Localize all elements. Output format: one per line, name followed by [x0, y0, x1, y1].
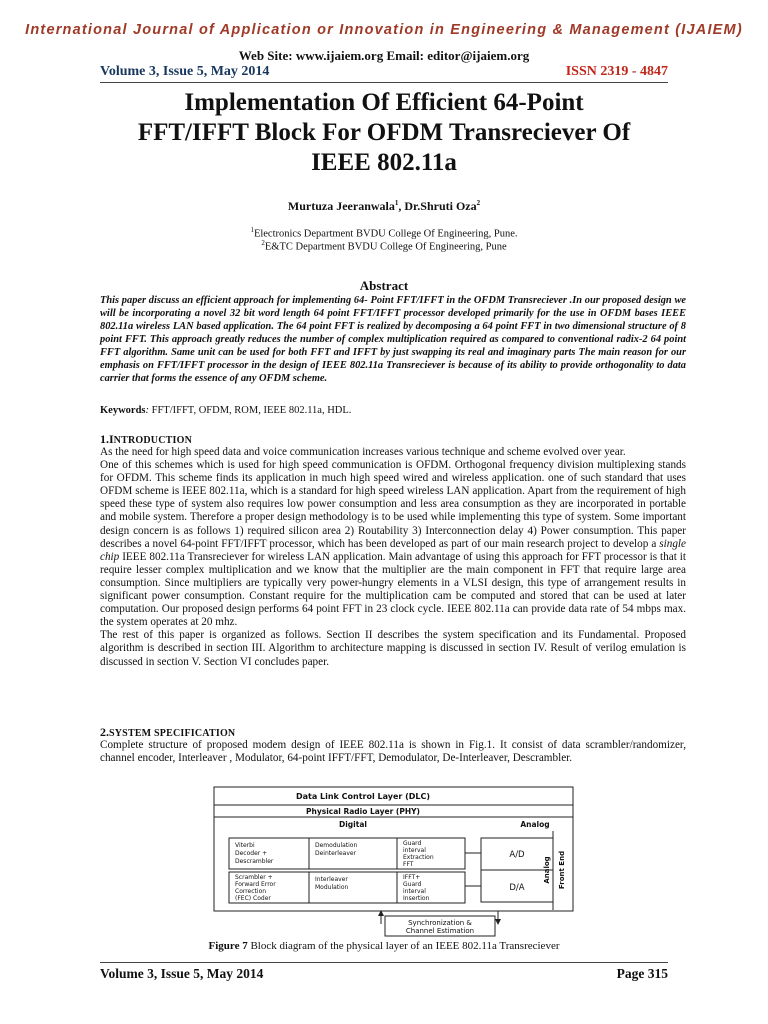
section-2-body: [100, 739, 686, 765]
viterbi-line-1: Viterbi: [235, 842, 255, 849]
section-1-para-2-a: One of this schemes which is used for high speed communication is OFDM. Orthogonal frequency division multiplexing stands for OFDM. This scheme finds its application in much high speed wired and wireless application. one of such standard that uses OFDM scheme is IEEE 802.11a, which is a standard for high speed wireless LAN application. Apart from the requirement of high speed these type of system also requires low power consumption and less area consumption as they are incorporated in portable and mobile system. Therefore a proper design methodology is to be used while implementing this type of system. Some important design concern is as follows 1) required silicon area 2) Routability 3) Interconnection delay 4) Power consumption. This paper describes a novel 64-point FFT/IFFT processor, which has been developed as part of our main research project to develop a: [100, 459, 686, 550]
journal-name: International Journal of Application or Innovation in Engineering & Management (IJAIEM): [25, 22, 743, 38]
abstract-heading: Abstract: [359, 278, 409, 293]
section-1-para-2-b: IEEE 802.11a Transreciever for wireless LAN application. Main advantage of using this approach for FFT processor is that it require lesser complex multiplication and we know that the multiplier are the main component in FFT that require large area consumption. Since multipliers are typically very power-hungry elements in a VLSI design, this type of arrangement results in significant power consumption. Constant require for the multiplication cam be computed and stored that can be used at later computation. Our proposed design performs 64 point FFT in 23 clock cycle. IEEE 802.11a can provide data rate of 54 mbps max. the system operates at 20 mhz.: [100, 550, 686, 629]
scrambler-line-4: (FEC) Coder: [235, 895, 271, 902]
demod-line-2: Deinterleaver: [315, 850, 357, 857]
digital-label: Digital: [339, 820, 367, 829]
ifft-line-1: IFFT+: [403, 874, 421, 881]
guard-ext-line-4: FFT: [403, 861, 414, 868]
author-1-sup: 1: [394, 199, 399, 207]
header-rule: [100, 82, 668, 83]
section-2-para-1: Complete structure of proposed modem design of IEEE 802.11a is shown in Fig.1. It consist of data scrambler/randomizer, channel encoder, Interleaver , Modulator, 64-point IFFT/FFT, Demodulator, De-Interleaver, Descrambler.: [100, 739, 686, 765]
viterbi-line-3: Descrambler: [235, 858, 274, 865]
footer-rule: [100, 962, 668, 963]
section-1-body: [100, 446, 686, 669]
scrambler-line-3: Correction: [235, 888, 267, 895]
affiliation-1-text: Electronics Department BVDU College Of Engineering, Pune.: [253, 228, 518, 240]
figure-caption-text: Block diagram of the physical layer of an IEEE 802.11a Transreciever: [247, 940, 560, 952]
section-2-title: SYSTEM SPECIFICATION: [109, 728, 236, 739]
sync-line-1: Synchronization &: [408, 919, 472, 927]
sync-line-2: Channel Estimation: [405, 927, 475, 935]
title-line-2: FFT/IFFT Block For OFDM Transreciever Of: [137, 119, 631, 146]
affiliation-2: [0, 239, 768, 253]
keywords: [100, 405, 351, 416]
ad-label: A/D: [509, 850, 525, 860]
section-1-para-3: The rest of this paper is organized as follows. Section II describes the system specification and its Fundamental. Proposed algorithm is described in section III. Algorithm to architecture mapping is discussed in section IV. Result of verilog emulation is discussed in section V. Section VI concludes paper.: [100, 629, 686, 668]
scrambler-line-1: Scrambler +: [235, 874, 273, 881]
title-line-1: Implementation Of Efficient 64-Point: [184, 89, 584, 116]
author-2-sup: 2: [476, 199, 481, 207]
abstract-text: This paper discuss an efficient approach for implementing 64- Point FFT/IFFT in the OFDM Transreciever .In our proposed design we will be incorporating a novel 32 bit word length 64 point FFT/IFFT processor developed primarily for the use in OFDM bases IEEE 802.11a wireless LAN based application. The 64 point FFT is realized by decomposing a 64 point FFT in two dimensional structure of 8 point FFT. This approach greatly reduces the number of complex multiplication required as compared to conventional radix-2 64 point FFT algorithm. Same unit can be used for both FFT and IFFT by just swapping its real and imaginary parts The main reason for our emphasis on FFT/IFFT processor in the design of IEEE 802.11a Transreciever is because of its ability to provide orthogonality to data carrier that forms the essence of any OFDM scheme.: [100, 295, 686, 384]
section-1-para-2-em: single chip: [100, 537, 686, 563]
ifft-line-4: Insertion: [403, 895, 430, 902]
authors: [0, 199, 768, 214]
front-end-label: Front End: [558, 850, 566, 890]
section-1-para-1: As the need for high speed data and voice communication increases various technique and scheme evolved over year.: [100, 446, 626, 458]
dlc-label: Data Link Control Layer (DLC): [295, 792, 431, 801]
section-1-title: NTRODUCTION: [113, 435, 192, 446]
block-diagram-figure: [213, 786, 574, 938]
section-1-heading: [100, 432, 192, 447]
author-2: Dr.Shruti Oza: [404, 199, 477, 213]
figure-caption-label: Figure 7: [208, 940, 248, 952]
section-2-number: 2.: [100, 725, 109, 739]
section-2-heading: [100, 725, 235, 740]
interleaver-line-2: Modulation: [315, 884, 349, 891]
author-separator: ,: [398, 199, 405, 213]
title-line-3: IEEE 802.11a: [311, 149, 457, 176]
ifft-line-2: Guard: [403, 881, 422, 888]
da-label: D/A: [509, 883, 525, 893]
paper-title: [60, 88, 708, 178]
issn: ISSN 2319 - 4847: [565, 64, 668, 79]
section-1-number: 1.I: [100, 432, 114, 446]
guard-ext-line-3: Extraction: [403, 854, 434, 861]
interleaver-line-1: Interleaver: [315, 876, 348, 883]
keywords-list: FFT/IFFT, OFDM, ROM, IEEE 802.11a, HDL.: [151, 405, 352, 416]
guard-ext-line-2: interval: [403, 847, 426, 854]
phy-label: Physical Radio Layer (PHY): [306, 807, 420, 816]
ifft-line-3: interval: [403, 888, 426, 895]
affiliation-1-sup: 1: [250, 226, 254, 234]
journal-website: Web Site: www.ijaiem.org Email: editor@ijaiem.org: [238, 48, 530, 63]
affiliation-2-text: E&TC Department BVDU College Of Engineering, Pune: [264, 241, 507, 253]
volume-info: Volume 3, Issue 5, May 2014: [100, 64, 270, 79]
keywords-label: Keywords: [100, 405, 146, 416]
scrambler-line-2: Forward Error: [235, 881, 276, 888]
page-number: Page 315: [616, 966, 668, 981]
analog-vertical-label: Analog: [543, 856, 551, 884]
section-1-para-2: [100, 459, 686, 629]
affiliation-1: [0, 226, 768, 240]
viterbi-line-2: Decoder +: [235, 850, 268, 857]
demod-line-1: Demodulation: [315, 842, 358, 849]
keywords-sep: :: [145, 405, 152, 416]
affiliation-2-sup: 2: [261, 239, 265, 247]
footer-volume: Volume 3, Issue 5, May 2014: [100, 966, 264, 981]
analog-label: Analog: [520, 820, 550, 829]
figure-caption: [0, 940, 768, 952]
guard-ext-line-1: Guard: [403, 840, 422, 847]
author-1: Murtuza Jeeranwala: [287, 199, 395, 213]
